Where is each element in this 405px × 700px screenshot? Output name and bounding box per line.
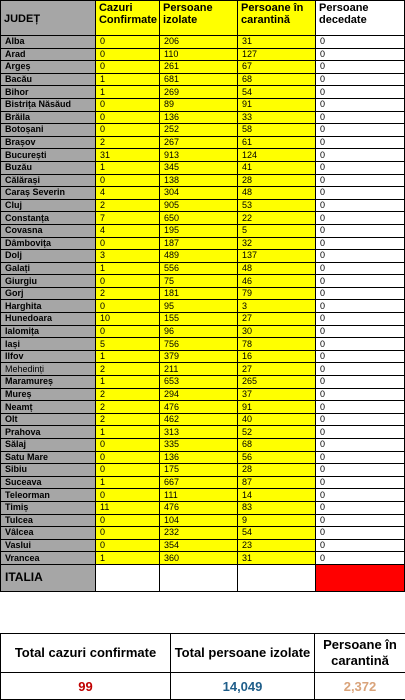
carantina-cell: 46 xyxy=(238,275,316,288)
table-row xyxy=(1,476,405,489)
carantina-cell: 9 xyxy=(238,514,316,527)
county-name-cell: Călărași xyxy=(1,174,96,187)
carantina-cell: 53 xyxy=(238,199,316,212)
header-decedate: Persoane decedate xyxy=(316,1,405,36)
izolate-cell: 667 xyxy=(160,476,238,489)
county-name-cell: Sibiu xyxy=(1,464,96,477)
izolate-cell: 462 xyxy=(160,413,238,426)
cazuri-cell: 0 xyxy=(95,527,159,540)
county-name-cell: Ilfov xyxy=(1,350,96,363)
cazuri-cell: 3 xyxy=(95,250,159,263)
cazuri-cell: 0 xyxy=(95,439,159,452)
izolate-cell: 650 xyxy=(160,212,238,225)
table-row xyxy=(1,363,405,376)
carantina-cell: 33 xyxy=(238,111,316,124)
county-name-cell: Covasna xyxy=(1,224,96,237)
izolate-cell: 211 xyxy=(160,363,238,376)
county-name-cell: Mehedinți xyxy=(1,363,96,376)
carantina-cell: 52 xyxy=(238,426,316,439)
table-row xyxy=(1,275,405,288)
cazuri-cell: 0 xyxy=(95,325,159,338)
county-name-cell: Brașov xyxy=(1,136,96,149)
table-row xyxy=(1,61,405,74)
italia-izolate-cell xyxy=(160,564,238,591)
carantina-cell: 83 xyxy=(238,501,316,514)
county-name-cell: Galați xyxy=(1,262,96,275)
county-name-cell: Gorj xyxy=(1,287,96,300)
izolate-cell: 89 xyxy=(160,98,238,111)
header-judet: JUDEȚ xyxy=(1,1,96,36)
decedate-cell: 0 xyxy=(316,338,405,351)
carantina-cell: 265 xyxy=(238,376,316,389)
cazuri-cell: 1 xyxy=(95,426,159,439)
table-row xyxy=(1,539,405,552)
izolate-cell: 294 xyxy=(160,388,238,401)
decedate-cell: 0 xyxy=(316,426,405,439)
county-name-cell: Bistrița Năsăud xyxy=(1,98,96,111)
decedate-cell: 0 xyxy=(316,199,405,212)
decedate-cell: 0 xyxy=(316,224,405,237)
totals-table xyxy=(0,633,405,700)
izolate-cell: 360 xyxy=(160,552,238,565)
county-name-cell: Cluj xyxy=(1,199,96,212)
table-row xyxy=(1,174,405,187)
cazuri-cell: 1 xyxy=(95,376,159,389)
table-row xyxy=(1,262,405,275)
decedate-cell: 0 xyxy=(316,413,405,426)
izolate-cell: 206 xyxy=(160,36,238,49)
total-carantina-label: Persoane în carantină xyxy=(315,634,405,673)
carantina-cell: 40 xyxy=(238,413,316,426)
carantina-cell: 48 xyxy=(238,262,316,275)
italia-cazuri-cell xyxy=(95,564,159,591)
izolate-cell: 653 xyxy=(160,376,238,389)
decedate-cell: 0 xyxy=(316,313,405,326)
izolate-cell: 187 xyxy=(160,237,238,250)
county-name-cell: Harghita xyxy=(1,300,96,313)
table-row xyxy=(1,552,405,565)
decedate-cell: 0 xyxy=(316,174,405,187)
table-row xyxy=(1,124,405,137)
izolate-cell: 304 xyxy=(160,187,238,200)
cazuri-cell: 1 xyxy=(95,86,159,99)
table-row xyxy=(1,111,405,124)
izolate-cell: 269 xyxy=(160,86,238,99)
table-row xyxy=(1,514,405,527)
table-row xyxy=(1,161,405,174)
carantina-cell: 41 xyxy=(238,161,316,174)
cazuri-cell: 0 xyxy=(95,174,159,187)
county-name-cell: Hunedoara xyxy=(1,313,96,326)
carantina-cell: 37 xyxy=(238,388,316,401)
table-row xyxy=(1,501,405,514)
table-row xyxy=(1,187,405,200)
county-name-cell: Brăila xyxy=(1,111,96,124)
cazuri-cell: 10 xyxy=(95,313,159,326)
decedate-cell: 0 xyxy=(316,237,405,250)
decedate-cell: 0 xyxy=(316,136,405,149)
cazuri-cell: 4 xyxy=(95,187,159,200)
izolate-cell: 556 xyxy=(160,262,238,275)
county-name-cell: Botoșani xyxy=(1,124,96,137)
izolate-cell: 155 xyxy=(160,313,238,326)
izolate-cell: 476 xyxy=(160,401,238,414)
table-row xyxy=(1,464,405,477)
decedate-cell: 0 xyxy=(316,539,405,552)
cazuri-cell: 2 xyxy=(95,199,159,212)
table-row xyxy=(1,376,405,389)
carantina-cell: 23 xyxy=(238,539,316,552)
carantina-cell: 58 xyxy=(238,124,316,137)
carantina-cell: 28 xyxy=(238,464,316,477)
table-row xyxy=(1,401,405,414)
izolate-cell: 96 xyxy=(160,325,238,338)
carantina-cell: 91 xyxy=(238,401,316,414)
cazuri-cell: 0 xyxy=(95,98,159,111)
county-name-cell: Vaslui xyxy=(1,539,96,552)
county-name-cell: Buzău xyxy=(1,161,96,174)
county-name-cell: Maramureș xyxy=(1,376,96,389)
decedate-cell: 0 xyxy=(316,476,405,489)
county-name-cell: Tulcea xyxy=(1,514,96,527)
county-name-cell: Timiș xyxy=(1,501,96,514)
table-row xyxy=(1,287,405,300)
decedate-cell: 0 xyxy=(316,388,405,401)
county-name-cell: Constanța xyxy=(1,212,96,225)
table-row xyxy=(1,300,405,313)
table-row xyxy=(1,451,405,464)
carantina-cell: 31 xyxy=(238,552,316,565)
county-name-cell: Ialomița xyxy=(1,325,96,338)
decedate-cell: 0 xyxy=(316,527,405,540)
cazuri-cell: 0 xyxy=(95,539,159,552)
cazuri-cell: 0 xyxy=(95,124,159,137)
total-cazuri-label: Total cazuri confirmate xyxy=(1,634,171,673)
table-row xyxy=(1,350,405,363)
decedate-cell: 0 xyxy=(316,300,405,313)
cazuri-cell: 0 xyxy=(95,489,159,502)
table-row xyxy=(1,149,405,162)
decedate-cell: 0 xyxy=(316,350,405,363)
decedate-cell: 0 xyxy=(316,489,405,502)
izolate-cell: 252 xyxy=(160,124,238,137)
county-name-cell: Vâlcea xyxy=(1,527,96,540)
decedate-cell: 0 xyxy=(316,514,405,527)
decedate-cell: 0 xyxy=(316,464,405,477)
county-name-cell: Dâmbovița xyxy=(1,237,96,250)
table-row xyxy=(1,388,405,401)
decedate-cell: 0 xyxy=(316,161,405,174)
cazuri-cell: 0 xyxy=(95,48,159,61)
table-row xyxy=(1,426,405,439)
cazuri-cell: 0 xyxy=(95,464,159,477)
decedate-cell: 0 xyxy=(316,187,405,200)
header-carantina: Persoane în carantină xyxy=(238,1,316,36)
cazuri-cell: 0 xyxy=(95,111,159,124)
carantina-cell: 68 xyxy=(238,73,316,86)
table-row xyxy=(1,250,405,263)
total-carantina-value: 2,372 xyxy=(315,673,405,700)
header-izolate: Persoane izolate xyxy=(160,1,238,36)
cazuri-cell: 0 xyxy=(95,237,159,250)
cazuri-cell: 0 xyxy=(95,514,159,527)
decedate-cell: 0 xyxy=(316,363,405,376)
izolate-cell: 111 xyxy=(160,489,238,502)
county-name-cell: Bacău xyxy=(1,73,96,86)
table-row xyxy=(1,527,405,540)
carantina-cell: 14 xyxy=(238,489,316,502)
izolate-cell: 95 xyxy=(160,300,238,313)
italia-carantina-cell xyxy=(238,564,316,591)
county-name-cell: Teleorman xyxy=(1,489,96,502)
county-name-cell: Arad xyxy=(1,48,96,61)
carantina-cell: 79 xyxy=(238,287,316,300)
cazuri-cell: 1 xyxy=(95,73,159,86)
izolate-cell: 175 xyxy=(160,464,238,477)
cazuri-cell: 2 xyxy=(95,413,159,426)
decedate-cell: 0 xyxy=(316,111,405,124)
decedate-cell: 0 xyxy=(316,401,405,414)
izolate-cell: 75 xyxy=(160,275,238,288)
carantina-cell: 16 xyxy=(238,350,316,363)
cazuri-cell: 2 xyxy=(95,401,159,414)
county-name-cell: Sălaj xyxy=(1,439,96,452)
total-cazuri-value: 99 xyxy=(1,673,171,700)
carantina-cell: 28 xyxy=(238,174,316,187)
cazuri-cell: 0 xyxy=(95,36,159,49)
header-row xyxy=(1,1,405,36)
table-row xyxy=(1,224,405,237)
carantina-cell: 124 xyxy=(238,149,316,162)
carantina-cell: 54 xyxy=(238,86,316,99)
decedate-cell: 0 xyxy=(316,149,405,162)
decedate-cell: 0 xyxy=(316,275,405,288)
county-name-cell: Suceava xyxy=(1,476,96,489)
county-name-cell: Neamț xyxy=(1,401,96,414)
carantina-cell: 32 xyxy=(238,237,316,250)
izolate-cell: 335 xyxy=(160,439,238,452)
county-name-cell: Argeș xyxy=(1,61,96,74)
county-name-cell: Satu Mare xyxy=(1,451,96,464)
header-cazuri: Cazuri Confirmate xyxy=(95,1,159,36)
italia-decedate-cell xyxy=(316,564,405,591)
table-row xyxy=(1,136,405,149)
cazuri-cell: 31 xyxy=(95,149,159,162)
county-name-cell: Olt xyxy=(1,413,96,426)
izolate-cell: 489 xyxy=(160,250,238,263)
decedate-cell: 0 xyxy=(316,262,405,275)
carantina-cell: 31 xyxy=(238,36,316,49)
table-row xyxy=(1,73,405,86)
table-row xyxy=(1,98,405,111)
izolate-cell: 181 xyxy=(160,287,238,300)
decedate-cell: 0 xyxy=(316,73,405,86)
izolate-cell: 354 xyxy=(160,539,238,552)
cazuri-cell: 5 xyxy=(95,338,159,351)
carantina-cell: 61 xyxy=(238,136,316,149)
decedate-cell: 0 xyxy=(316,501,405,514)
county-name-cell: București xyxy=(1,149,96,162)
decedate-cell: 0 xyxy=(316,325,405,338)
totals-value-row xyxy=(1,673,405,700)
italia-label: ITALIA xyxy=(1,564,96,591)
decedate-cell: 0 xyxy=(316,439,405,452)
carantina-cell: 5 xyxy=(238,224,316,237)
cazuri-cell: 4 xyxy=(95,224,159,237)
cazuri-cell: 1 xyxy=(95,262,159,275)
carantina-cell: 137 xyxy=(238,250,316,263)
izolate-cell: 195 xyxy=(160,224,238,237)
table-row xyxy=(1,489,405,502)
italia-row xyxy=(1,564,405,591)
cazuri-cell: 1 xyxy=(95,161,159,174)
decedate-cell: 0 xyxy=(316,287,405,300)
table-row xyxy=(1,212,405,225)
izolate-cell: 138 xyxy=(160,174,238,187)
cazuri-cell: 2 xyxy=(95,136,159,149)
cazuri-cell: 2 xyxy=(95,388,159,401)
total-izolate-value: 14,049 xyxy=(171,673,315,700)
county-name-cell: Vrancea xyxy=(1,552,96,565)
cazuri-cell: 2 xyxy=(95,363,159,376)
decedate-cell: 0 xyxy=(316,48,405,61)
decedate-cell: 0 xyxy=(316,552,405,565)
table-row xyxy=(1,313,405,326)
table-row xyxy=(1,86,405,99)
carantina-cell: 91 xyxy=(238,98,316,111)
table-row xyxy=(1,338,405,351)
carantina-cell: 27 xyxy=(238,313,316,326)
carantina-cell: 3 xyxy=(238,300,316,313)
izolate-cell: 267 xyxy=(160,136,238,149)
table-row xyxy=(1,413,405,426)
table-row xyxy=(1,237,405,250)
izolate-cell: 476 xyxy=(160,501,238,514)
carantina-cell: 30 xyxy=(238,325,316,338)
decedate-cell: 0 xyxy=(316,61,405,74)
decedate-cell: 0 xyxy=(316,376,405,389)
carantina-cell: 54 xyxy=(238,527,316,540)
table-row xyxy=(1,199,405,212)
carantina-cell: 56 xyxy=(238,451,316,464)
decedate-cell: 0 xyxy=(316,212,405,225)
county-name-cell: Iași xyxy=(1,338,96,351)
decedate-cell: 0 xyxy=(316,86,405,99)
table-row xyxy=(1,439,405,452)
izolate-cell: 913 xyxy=(160,149,238,162)
decedate-cell: 0 xyxy=(316,250,405,263)
decedate-cell: 0 xyxy=(316,98,405,111)
cazuri-cell: 1 xyxy=(95,350,159,363)
izolate-cell: 756 xyxy=(160,338,238,351)
table-row xyxy=(1,48,405,61)
county-name-cell: Mureș xyxy=(1,388,96,401)
county-name-cell: Dolj xyxy=(1,250,96,263)
izolate-cell: 110 xyxy=(160,48,238,61)
carantina-cell: 87 xyxy=(238,476,316,489)
carantina-cell: 68 xyxy=(238,439,316,452)
cazuri-cell: 2 xyxy=(95,287,159,300)
county-name-cell: Bihor xyxy=(1,86,96,99)
carantina-cell: 127 xyxy=(238,48,316,61)
izolate-cell: 104 xyxy=(160,514,238,527)
decedate-cell: 0 xyxy=(316,451,405,464)
izolate-cell: 379 xyxy=(160,350,238,363)
county-name-cell: Prahova xyxy=(1,426,96,439)
izolate-cell: 261 xyxy=(160,61,238,74)
total-izolate-label: Total persoane izolate xyxy=(171,634,315,673)
cazuri-cell: 1 xyxy=(95,476,159,489)
izolate-cell: 905 xyxy=(160,199,238,212)
cazuri-cell: 7 xyxy=(95,212,159,225)
cazuri-cell: 1 xyxy=(95,552,159,565)
cazuri-cell: 11 xyxy=(95,501,159,514)
izolate-cell: 232 xyxy=(160,527,238,540)
table-row xyxy=(1,325,405,338)
cazuri-cell: 0 xyxy=(95,300,159,313)
cazuri-cell: 0 xyxy=(95,61,159,74)
izolate-cell: 136 xyxy=(160,451,238,464)
carantina-cell: 48 xyxy=(238,187,316,200)
county-name-cell: Caraș Severin xyxy=(1,187,96,200)
carantina-cell: 22 xyxy=(238,212,316,225)
table-row xyxy=(1,36,405,49)
izolate-cell: 313 xyxy=(160,426,238,439)
cazuri-cell: 0 xyxy=(95,275,159,288)
county-name-cell: Alba xyxy=(1,36,96,49)
cazuri-cell: 0 xyxy=(95,451,159,464)
county-rows xyxy=(1,36,405,565)
izolate-cell: 681 xyxy=(160,73,238,86)
izolate-cell: 345 xyxy=(160,161,238,174)
carantina-cell: 67 xyxy=(238,61,316,74)
carantina-cell: 27 xyxy=(238,363,316,376)
decedate-cell: 0 xyxy=(316,36,405,49)
carantina-cell: 78 xyxy=(238,338,316,351)
county-name-cell: Giurgiu xyxy=(1,275,96,288)
decedate-cell: 0 xyxy=(316,124,405,137)
totals-label-row xyxy=(1,634,405,673)
izolate-cell: 136 xyxy=(160,111,238,124)
